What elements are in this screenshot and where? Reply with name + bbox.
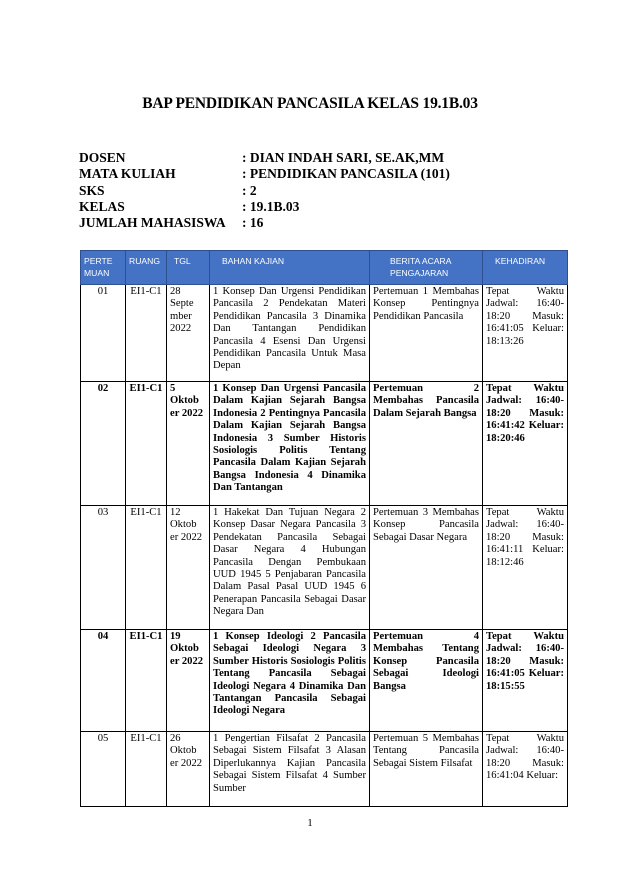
header-pertemuan: PERTE MUAN — [81, 251, 126, 285]
cell-kehadiran: Tepat Waktu Jadwal: 16:40-18:20 Masuk: 16:41:42 Keluar: 18:20:46 — [483, 382, 568, 506]
info-row-jumlah-mahasiswa — [79, 215, 450, 231]
table-row — [81, 630, 568, 732]
cell-berita-acara: Pertemuan 2 Membahas Pancasila Dalam Sejarah Bangsa — [370, 382, 483, 506]
cell-pertemuan: 04 — [81, 630, 126, 732]
course-info — [79, 150, 450, 231]
cell-tgl: 19 Oktob er 2022 — [167, 630, 210, 732]
cell-bahan-kajian: 1 Konsep Dan Urgensi Pendidikan Pancasila 2 Pendekatan Materi Pendidikan Pancasila 3 Dinamika Dan Tantangan Pendidikan Pancasila 4 Esensi Dan Urgensi Pendidikan Pancasila Untuk Masa Depan — [210, 285, 370, 382]
info-row-mata-kuliah — [79, 166, 450, 182]
cell-berita-acara: Pertemuan 1 Membahas Konsep Pentingnya Pendidikan Pancasila — [370, 285, 483, 382]
cell-bahan-kajian: 1 Pengertian Filsafat 2 Pancasila Sebagai Sistem Filsafat 3 Alasan Diperlukannya Kajian Pancasila Sebagai Sistem Filsafat 4 Sumber Sumber — [210, 732, 370, 807]
cell-ruang: EI1-C1 — [126, 732, 167, 807]
header-kehadiran: KEHADIRAN — [483, 251, 568, 285]
info-label: MATA KULIAH — [79, 166, 176, 182]
info-row-dosen — [79, 150, 450, 166]
cell-ruang: EI1-C1 — [126, 382, 167, 506]
cell-kehadiran: Tepat Waktu Jadwal: 16:40-18:20 Masuk: 16:41:05 Keluar: 18:15:55 — [483, 630, 568, 732]
cell-pertemuan: 03 — [81, 506, 126, 630]
cell-ruang: EI1-C1 — [126, 285, 167, 382]
cell-kehadiran: Tepat Waktu Jadwal: 16:40-18:20 Masuk: 16:41:05 Keluar: 18:13:26 — [483, 285, 568, 382]
cell-pertemuan: 02 — [81, 382, 126, 506]
cell-ruang: EI1-C1 — [126, 506, 167, 630]
info-value: : PENDIDIKAN PANCASILA (101) — [242, 166, 450, 182]
page-number: 1 — [307, 817, 313, 829]
info-value: : 19.1B.03 — [242, 198, 300, 214]
info-row-kelas — [79, 199, 450, 215]
cell-pertemuan: 05 — [81, 732, 126, 807]
info-label: SKS — [79, 182, 105, 198]
table-header-row — [81, 251, 568, 285]
cell-tgl: 5 Oktob er 2022 — [167, 382, 210, 506]
header-bahan-kajian: BAHAN KAJIAN — [210, 251, 370, 285]
cell-bahan-kajian: 1 Konsep Dan Urgensi Pancasila Dalam Kajian Sejarah Bangsa Indonesia 2 Pentingnya Pancasila Dalam Kajian Sejarah Bangsa Indonesia 3 Sumber Historis Sosiologis Politis Tentang Pancasila Dalam Kajian Sejarah Bangsa Indonesia 4 Dinamika Dan Tantangan — [210, 382, 370, 506]
table-row — [81, 506, 568, 630]
header-ruang: RUANG — [126, 251, 167, 285]
cell-tgl: 26 Oktob er 2022 — [167, 732, 210, 807]
cell-kehadiran: Tepat Waktu Jadwal: 16:40-18:20 Masuk: 16:41:11 Keluar: 18:12:46 — [483, 506, 568, 630]
cell-berita-acara: Pertemuan 3 Membahas Konsep Pancasila Sebagai Dasar Negara — [370, 506, 483, 630]
info-value: : 16 — [242, 215, 264, 231]
cell-bahan-kajian: 1 Konsep Ideologi 2 Pancasila Sebagai Ideologi Negara 3 Sumber Historis Sosiologis Politis Tentang Pancasila Sebagai Ideologi Negara 4 Dinamika Dan Tantangan Pancasila Sebagai Ideologi Negara — [210, 630, 370, 732]
table-row — [81, 382, 568, 506]
cell-berita-acara: Pertemuan 5 Membahas Tentang Pancasila Sebagai Sistem Filsafat — [370, 732, 483, 807]
header-berita-acara: BERITA ACARA PENGAJARAN — [370, 251, 483, 285]
page-title: BAP PENDIDIKAN PANCASILA KELAS 19.1B.03 — [142, 95, 478, 112]
table-row — [81, 285, 568, 382]
info-label: KELAS — [79, 198, 125, 214]
header-tgl: TGL — [167, 251, 210, 285]
info-value: : DIAN INDAH SARI, SE.AK,MM — [242, 150, 445, 165]
cell-berita-acara: Pertemuan 4 Membahas Tentang Konsep Pancasila Sebagai Ideologi Bangsa — [370, 630, 483, 732]
attendance-table — [80, 250, 568, 807]
cell-ruang: EI1-C1 — [126, 630, 167, 732]
info-label: DOSEN — [79, 150, 126, 165]
cell-tgl: 12 Oktob er 2022 — [167, 506, 210, 630]
cell-pertemuan: 01 — [81, 285, 126, 382]
info-label: JUMLAH MAHASISWA — [79, 215, 226, 231]
info-row-sks — [79, 183, 450, 199]
cell-bahan-kajian: 1 Hakekat Dan Tujuan Negara 2 Konsep Dasar Negara Pancasila 3 Pendekatan Pancasila Sebagai Dasar Negara 4 Hubungan Pancasila Dengan Pembukaan UUD 1945 5 Penjabaran Pancasila Dalam Pasal Pasal UUD 1945 6 Penerapan Pancasila Sebagai Dasar Negara Dan — [210, 506, 370, 630]
cell-kehadiran: Tepat Waktu Jadwal: 16:40-18:20 Masuk: 16:41:04 Keluar: — [483, 732, 568, 807]
info-value: : 2 — [242, 182, 257, 198]
cell-tgl: 28 Septe mber 2022 — [167, 285, 210, 382]
table-row — [81, 732, 568, 807]
